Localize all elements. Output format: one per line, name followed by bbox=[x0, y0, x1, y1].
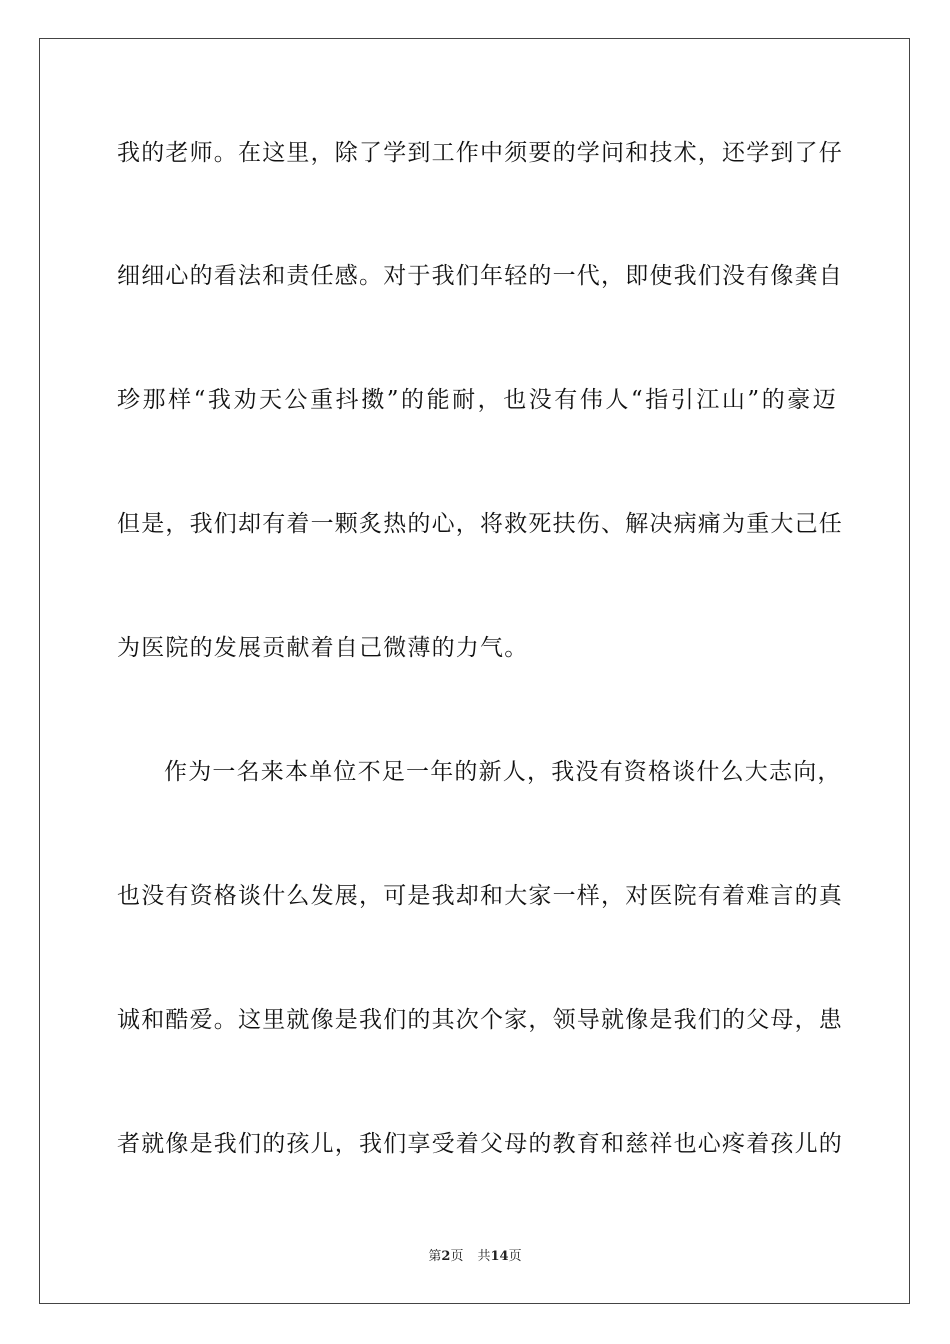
body-text-line: 者就像是我们的孩儿，我们享受着父母的教育和慈祥也心疼着孩儿的 bbox=[117, 1131, 843, 1157]
page-prefix: 第 bbox=[428, 1249, 442, 1264]
body-text-line: 为医院的发展贡献着自己微薄的力气。 bbox=[117, 635, 529, 661]
total-pages: 14 bbox=[490, 1249, 509, 1264]
page-footer bbox=[0, 1248, 950, 1266]
body-text-line: 珍那样“我劝天公重抖擞”的能耐，也没有伟人“指引江山”的豪迈 bbox=[117, 387, 837, 413]
page-border bbox=[39, 38, 910, 1304]
body-text-line: 但是，我们却有着一颗炙热的心，将救死扶伤、解决病痛为重大己任 bbox=[117, 511, 843, 537]
body-text-line: 我的老师。在这里，除了学到工作中须要的学问和技术，还学到了仔 bbox=[117, 140, 843, 166]
page-number: 2 bbox=[441, 1249, 451, 1264]
total-prefix: 共 bbox=[477, 1249, 491, 1264]
total-suffix: 页 bbox=[508, 1249, 522, 1264]
body-text-line: 也没有资格谈什么发展，可是我却和大家一样，对医院有着难言的真 bbox=[117, 883, 843, 909]
paragraph-first-line: 作为一名来本单位不足一年的新人，我没有资格谈什么大志向， bbox=[164, 759, 842, 785]
body-text-line: 细细心的看法和责任感。对于我们年轻的一代，即使我们没有像龚自 bbox=[117, 263, 843, 289]
body-text-line: 诚和酷爱。这里就像是我们的其次个家，领导就像是我们的父母，患 bbox=[117, 1007, 843, 1033]
page-suffix: 页 bbox=[450, 1249, 464, 1264]
